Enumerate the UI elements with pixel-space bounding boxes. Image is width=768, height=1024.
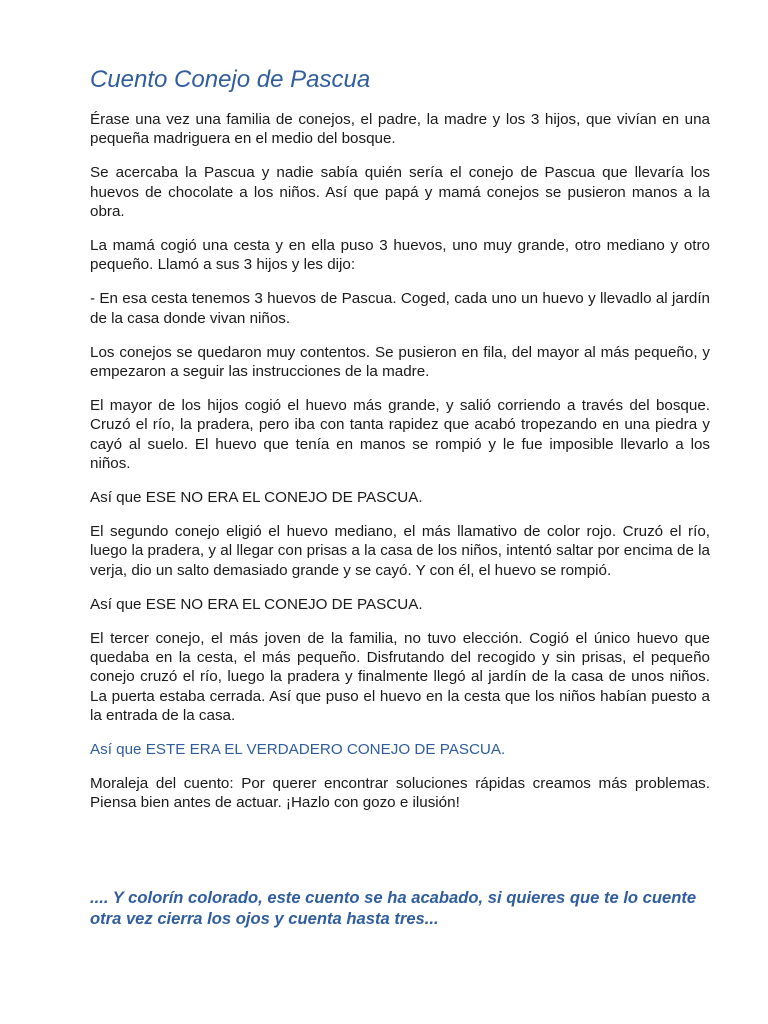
closing-line: .... Y colorín colorado, este cuento se ha acabado, si quieres que te lo cuente otra vez cierra los ojos y cuenta hasta tres... — [90, 888, 697, 928]
paragraph-instructions: - En esa cesta tenemos 3 huevos de Pascua. Coged, cada uno un huevo y llevadlo al jardín de la casa donde vivan niños. — [90, 290, 710, 327]
paragraph-first-rabbit: El mayor de los hijos cogió el huevo más grande, y salió corriendo a través del bosque. Cruzó el río, la pradera, pero iba con tanta rapidez que acabó tropezando en una piedra y cayó al suelo. El huevo que tenía en manos se rompió y le fue imposible llevarlo a los niños. — [90, 397, 710, 472]
paragraph-verdict-first: Así que ESE NO ERA EL CONEJO DE PASCUA. — [90, 489, 423, 507]
paragraph-verdict-second: Así que ESE NO ERA EL CONEJO DE PASCUA. — [90, 595, 423, 613]
paragraph-second-rabbit: El segundo conejo eligió el huevo mediano, el más llamativo de color rojo. Cruzó el río, luego la pradera, y al llegar con prisas a la casa de los niños, intentó saltar por encima de la verja, dio un salto demasiado grande y se cayó. Y con él, el huevo se rompió. — [90, 523, 710, 579]
paragraph-intro: Érase una vez una familia de conejos, el padre, la madre y los 3 hijos, que vivían en una pequeña madriguera en el medio del bosque. — [90, 111, 710, 148]
paragraph-easter-approaching: Se acercaba la Pascua y nadie sabía quién sería el conejo de Pascua que llevaría los huevos de chocolate a los niños. Así que papá y mamá conejos se pusieron manos a la obra. — [90, 164, 710, 220]
paragraph-basket: La mamá cogió una cesta y en ella puso 3 huevos, uno muy grande, otro mediano y otro pequeño. Llamó a sus 3 hijos y les dijo: — [90, 237, 710, 274]
paragraph-third-rabbit: El tercer conejo, el más joven de la familia, no tuvo elección. Cogió el único huevo que quedaba en la cesta, el más pequeño. Disfrutando del recogido y sin prisas, el pequeño conejo cruzó el río, luego la pradera y finalmente llegó al jardín de la casa de unos niños. La puerta estaba cerrada. Así que puso el huevo en la cesta que los niños habían puesto a la entrada de la casa. — [90, 630, 710, 724]
page-title: Cuento Conejo de Pascua — [90, 66, 371, 93]
paragraph-line-up: Los conejos se quedaron muy contentos. Se pusieron en fila, del mayor al más pequeño, y empezaron a seguir las instrucciones de la madre. — [90, 343, 710, 381]
paragraph-verdict-third: Así que ESTE ERA EL VERDADERO CONEJO DE PASCUA. — [90, 741, 506, 759]
paragraph-moral: Moraleja del cuento: Por querer encontrar soluciones rápidas creamos más problemas. Piensa bien antes de actuar. ¡Hazlo con gozo e ilusión! — [90, 775, 710, 812]
story-body — [90, 110, 710, 828]
